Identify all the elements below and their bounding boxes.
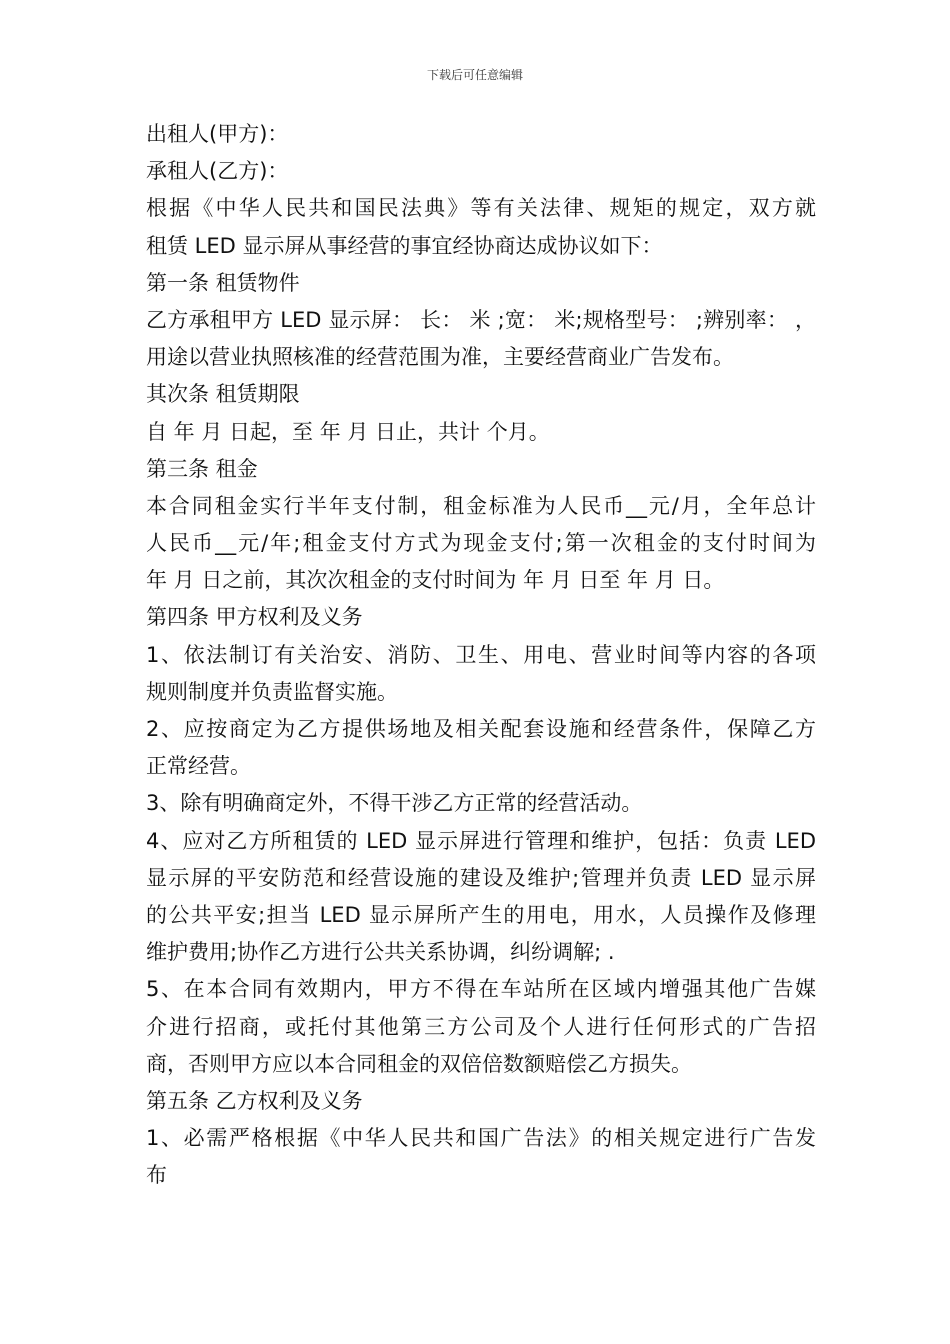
document-line: 自 年 月 日起，至 年 月 日止，共计 个月。 xyxy=(146,419,550,444)
page-header-note: 下载后可任意编辑 xyxy=(426,68,523,82)
document-line: 4、应对乙方所租赁的 LED 显示屏进行管理和维护，包括：负责 LED xyxy=(146,828,816,853)
document-line: 人民币__元/年;租金支付方式为现金支付;第一次租金的支付时间为 xyxy=(146,531,816,556)
document-line: 1、必需严格根据《中华人民共和国广告法》的相关规定进行广告发 xyxy=(146,1126,816,1151)
document-line: 租赁 LED 显示屏从事经营的事宜经协商达成协议如下： xyxy=(146,233,663,258)
document-line: 介进行招商，或托付其他第三方公司及个人进行任何形式的广告招 xyxy=(146,1014,816,1039)
document-line: 维护费用;协作乙方进行公共关系协调，纠纷调解; . xyxy=(146,940,615,965)
document-line: 商，否则甲方应以本合同租金的双倍倍数额赔偿乙方损失。 xyxy=(146,1051,692,1076)
document-line: 承租人(乙方)： xyxy=(146,159,289,184)
document-body xyxy=(146,116,816,1194)
document-line: 年 月 日之前，其次次租金的支付时间为 年 月 日至 年 月 日。 xyxy=(146,568,725,593)
document-line: 正常经营。 xyxy=(146,754,251,779)
document-line: 根据《中华人民共和国民法典》等有关法律、规矩的规定，双方就 xyxy=(146,196,816,221)
document-line: 第五条 乙方权利及义务 xyxy=(146,1088,363,1113)
document-line: 2、应按商定为乙方提供场地及相关配套设施和经营条件，保障乙方 xyxy=(146,717,816,741)
document-line: 乙方承租甲方 LED 显示屏： 长： 米 ;宽： 米;规格型号： ;辨别率： ， xyxy=(146,307,816,332)
document-line: 5、在本合同有效期内，甲方不得在车站所在区域内增强其他广告媒 xyxy=(146,977,816,1002)
document-line: 布 xyxy=(146,1163,167,1188)
document-line: 其次条 租赁期限 xyxy=(146,382,300,407)
document-line: 1、依法制订有关治安、消防、卫生、用电、营业时间等内容的各项 xyxy=(146,642,816,667)
document-line: 规则制度并负责监督实施。 xyxy=(146,679,398,704)
document-line: 出租人(甲方)： xyxy=(146,122,289,146)
document-line: 的公共平安;担当 LED 显示屏所产生的用电，用水，人员操作及修理 xyxy=(146,902,816,927)
document-line: 第四条 甲方权利及义务 xyxy=(146,605,363,630)
document-line: 第一条 租赁物件 xyxy=(146,270,300,295)
document-line: 用途以营业执照核准的经营范围为准，主要经营商业广告发布。 xyxy=(146,345,734,370)
document-line: 3、除有明确商定外，不得干涉乙方正常的经营活动。 xyxy=(146,791,643,816)
document-line: 本合同租金实行半年支付制，租金标准为人民币__元/月，全年总计 xyxy=(146,493,816,518)
document-line: 显示屏的平安防范和经营设施的建设及维护;管理并负责 LED 显示屏 xyxy=(146,865,816,890)
document-line: 第三条 租金 xyxy=(146,456,258,481)
